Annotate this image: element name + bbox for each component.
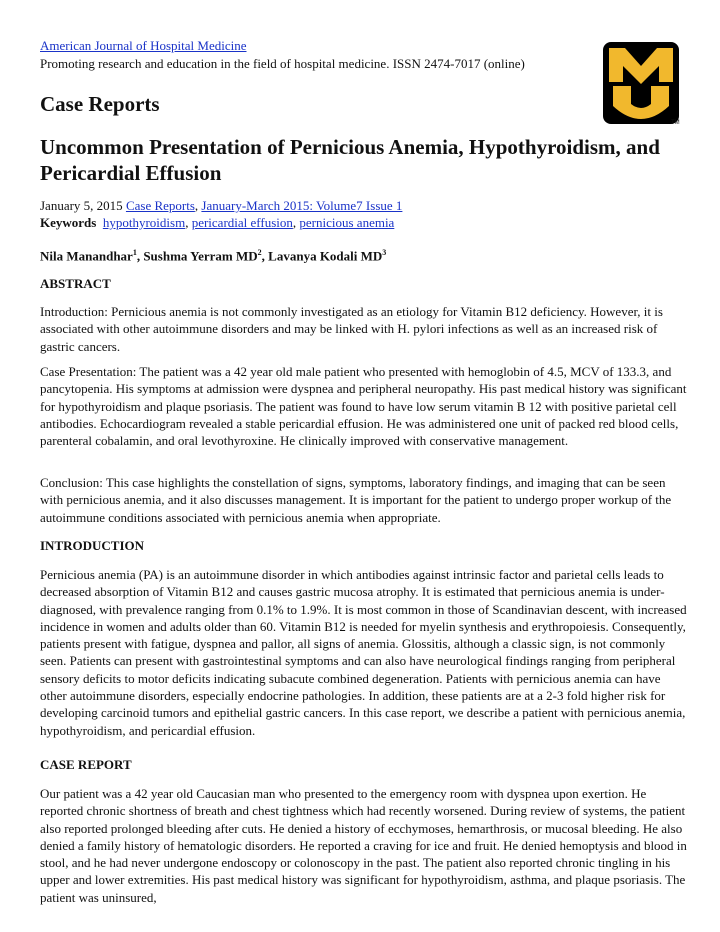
keyword-link[interactable]: pericardial effusion bbox=[191, 215, 293, 230]
introduction-text: Pernicious anemia (PA) is an autoimmune disorder in which antibodies against intrinsic factor and parietal cells leads to decreased absorption of Vitamin B12 and causes gastric mucosa atrophy. It is estimated that pernicious anemia is under-diagnosed, with prevalence ranging from 0.1% to 1.9%. It is most common in those of Scandinavian descent, with increased incidence in women and adults older than 60. Vitamin B12 is needed for myelin synthesis and erythropoiesis. Consequently, patients present with fatigue, dyspnea and pallor, all signs of anemia. Glossitis, although a classic sign, is not commonly seen. Patients can present with gastrointestinal symptoms and can also have neurological findings ranging from peripheral sensory deficits to motor deficits indicating subacute combined degeneration. Patients with pernicious anemia can have other autoimmune disorders, especially endocrine pathologies. In addition, these patients are at a 2-3 fold higher risk for developing carcinoid tumors and epithelial gastric cancers. In this case report, we describe a patient with pernicious anemia, hypothyroidism, and pericardial effusion. bbox=[40, 567, 687, 738]
keywords-label: Keywords bbox=[40, 215, 97, 230]
authors-line: Nila Manandhar$^1$, Sushma Yerram $MD^2$, Lavanya Kodali $MD^3$ bbox=[40, 248, 387, 264]
article-meta: January 5, 2015 Case Reports, January-March 2015: Volume7 Issue 1 Keywords hypothyroidism, pericardial effusion, pernicious anemia bbox=[40, 198, 403, 230]
keyword-link[interactable]: pernicious anemia bbox=[299, 215, 395, 230]
article-title: Uncommon Presentation of Pernicious Anemia, Hypothyroidism, and Pericardial Effusion bbox=[40, 135, 660, 185]
author-name: Sushma Yerram MD bbox=[143, 248, 258, 264]
abstract-conclusion: Conclusion: This case highlights the constellation of signs, symptoms, laboratory findings, and imaging that can be seen with pernicious anemia, and it also discusses management. It is important for the patient to undergo proper workup of the autoimmune conditions associated with pernicious anemia when appropriate. bbox=[40, 475, 672, 525]
case-report-text: Our patient was a 42 year old Caucasian man who presented to the emergency room with dyspnea upon exertion. He reported chronic shortness of breath and chest tightness which had recently worsened. During review of systems, the patient also reported prolonged bleeding after cuts. He denied a history of ecchymoses, hemarthrosis, or mucosal bleeding. He also denied a family history of hematologic disorders. He reported a craving for ice and fruit. He denied hemoptysis and blood in stool, and he had never undergone endoscopy or colonoscopy in the past. The patient also reported chronic tingling in his upper and lower extremities. His past medical history was significant for hypothyroidism, asthma, and plaque psoriasis. The patient was uninsured, bbox=[40, 786, 687, 905]
abstract-heading: ABSTRACT bbox=[40, 276, 111, 291]
category-link-case-reports[interactable]: Case Reports bbox=[125, 198, 195, 213]
keyword-link[interactable]: hypothyroidism bbox=[102, 215, 186, 230]
abstract-introduction: Introduction: Pernicious anemia is not commonly investigated as an etiology for Vitamin B12 deficiency. However, it is associated with other autoimmune disorders and may be linked with H. pylori infections as well as an increased risk of gastric cancers. bbox=[40, 304, 663, 354]
publish-date: January 5, 2015 bbox=[40, 198, 123, 213]
introduction-heading: INTRODUCTION bbox=[40, 538, 145, 553]
author-name: Lavanya Kodali MD bbox=[268, 248, 383, 264]
category-link-issue[interactable]: January-March 2015: Volume7 Issue 1 bbox=[201, 198, 403, 213]
author-affiliation: 1 bbox=[132, 248, 137, 257]
author-affiliation: 3 bbox=[382, 248, 387, 257]
journal-tagline: Promoting research and education in the field of hospital medicine. ISSN 2474-7017 (online) bbox=[40, 56, 525, 71]
author-name: Nila Manandhar bbox=[40, 248, 133, 264]
logo-trademark: TM bbox=[671, 120, 680, 126]
journal-link[interactable]: American Journal of Hospital Medicine bbox=[40, 38, 247, 53]
section-title: Case Reports bbox=[40, 92, 160, 116]
university-logo bbox=[603, 42, 679, 128]
abstract-case-presentation: Case Presentation: The patient was a 42 year old male patient who presented with hemoglobin of 4.5, MCV of 133.3, and pancytopenia. His symptoms at admission were dyspnea and peripheral neuropathy. His past medical history was significant for hypothyroidism and plaque psoriasis. The patient was found to have low serum vitamin B 12 with positive parietal cell antibodies. Echocardiogram revealed a stable pericardial effusion. He was administered one unit of packed red blood cells, parenteral cobalamin, and oral levothyroxine. He clinically improved with conservative management. bbox=[40, 364, 687, 449]
author-affiliation: 2 bbox=[257, 248, 262, 257]
case-report-heading: CASE REPORT bbox=[40, 757, 132, 772]
